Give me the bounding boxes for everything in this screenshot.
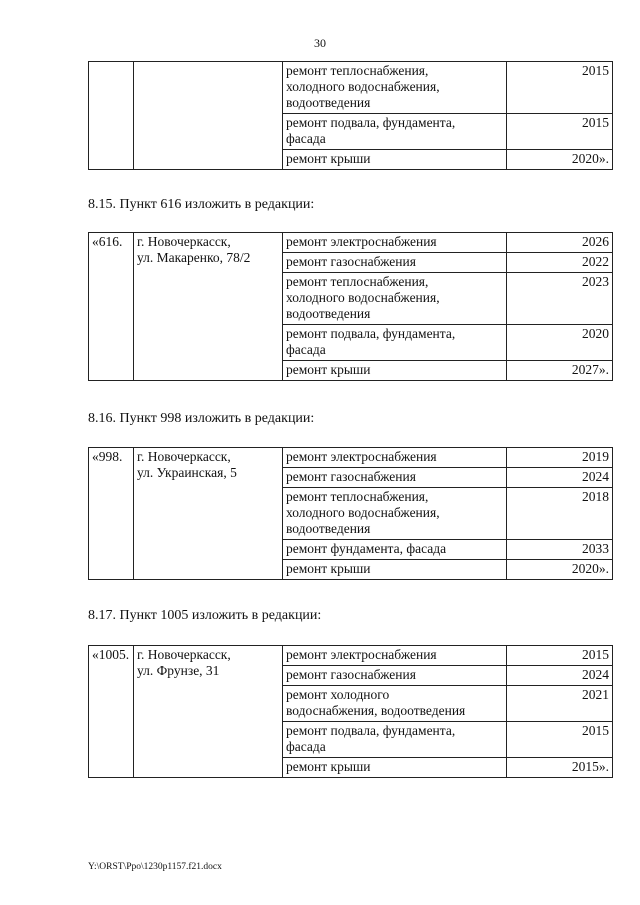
work-type-cell	[283, 325, 507, 361]
work-type-cell	[283, 722, 507, 758]
work-type-line: ремонт крыши	[286, 561, 371, 576]
table-row	[89, 646, 613, 666]
address-cell	[134, 62, 283, 170]
section-heading: 8.15. Пункт 616 изложить в редакции:	[88, 197, 315, 212]
address-line: г. Новочеркасск,	[137, 234, 231, 249]
work-type-cell	[283, 233, 507, 253]
work-type-cell	[283, 114, 507, 150]
work-type-line: ремонт теплоснабжения,	[286, 489, 429, 504]
work-type-cell	[283, 62, 507, 114]
year-cell: 2024	[507, 666, 613, 686]
work-type-line: холодного водоснабжения,	[286, 79, 440, 94]
work-type-line: фасада	[286, 342, 326, 357]
year-cell: 2027».	[507, 361, 613, 381]
work-type-line: ремонт электроснабжения	[286, 449, 437, 464]
address-cell	[134, 646, 283, 778]
year-cell: 2018	[507, 488, 613, 540]
work-type-cell	[283, 488, 507, 540]
year-cell: 2020».	[507, 560, 613, 580]
work-type-line: ремонт подвала, фундамента,	[286, 115, 456, 130]
work-type-line: водоотведения	[286, 95, 371, 110]
repair-schedule-table	[88, 447, 613, 580]
work-type-cell	[283, 646, 507, 666]
work-type-line: ремонт подвала, фундамента,	[286, 326, 456, 341]
work-type-line: ремонт фундамента, фасада	[286, 541, 447, 556]
address-line: г. Новочеркасск,	[137, 449, 231, 464]
address-line: ул. Макаренко, 78/2	[137, 250, 251, 265]
work-type-line: холодного водоснабжения,	[286, 290, 440, 305]
work-type-cell	[283, 758, 507, 778]
address-cell	[134, 233, 283, 381]
address-line: ул. Фрунзе, 31	[137, 663, 220, 678]
repair-schedule-table	[88, 61, 613, 170]
item-number	[89, 62, 134, 170]
table-row	[89, 233, 613, 253]
work-type-line: фасада	[286, 739, 326, 754]
work-type-line: ремонт электроснабжения	[286, 234, 437, 249]
year-cell: 2019	[507, 448, 613, 468]
year-cell: 2026	[507, 233, 613, 253]
work-type-cell	[283, 253, 507, 273]
work-type-cell	[283, 361, 507, 381]
year-cell: 2021	[507, 686, 613, 722]
work-type-line: ремонт крыши	[286, 362, 371, 377]
work-type-cell	[283, 540, 507, 560]
item-number: «998.	[89, 448, 134, 580]
work-type-line: ремонт крыши	[286, 151, 371, 166]
work-type-line: водоотведения	[286, 306, 371, 321]
work-type-line: ремонт холодного	[286, 687, 390, 702]
repair-schedule-table	[88, 645, 613, 778]
work-type-cell	[283, 468, 507, 488]
work-type-line: ремонт газоснабжения	[286, 254, 416, 269]
section-heading: 8.17. Пункт 1005 изложить в редакции:	[88, 608, 322, 623]
work-type-line: ремонт газоснабжения	[286, 469, 416, 484]
work-type-line: фасада	[286, 131, 326, 146]
work-type-cell	[283, 273, 507, 325]
table-row	[89, 62, 613, 114]
work-type-line: ремонт теплоснабжения,	[286, 274, 429, 289]
year-cell: 2020».	[507, 150, 613, 170]
page-number: 30	[314, 36, 326, 50]
work-type-line: ремонт крыши	[286, 759, 371, 774]
year-cell: 2015	[507, 646, 613, 666]
year-cell: 2022	[507, 253, 613, 273]
work-type-cell	[283, 666, 507, 686]
year-cell: 2033	[507, 540, 613, 560]
item-number: «1005.	[89, 646, 134, 778]
year-cell: 2015	[507, 114, 613, 150]
work-type-line: ремонт электроснабжения	[286, 647, 437, 662]
item-number: «616.	[89, 233, 134, 381]
work-type-cell	[283, 686, 507, 722]
work-type-cell	[283, 560, 507, 580]
work-type-line: холодного водоснабжения,	[286, 505, 440, 520]
work-type-line: ремонт теплоснабжения,	[286, 63, 429, 78]
year-cell: 2024	[507, 468, 613, 488]
work-type-cell	[283, 150, 507, 170]
work-type-line: ремонт газоснабжения	[286, 667, 416, 682]
address-line: г. Новочеркасск,	[137, 647, 231, 662]
year-cell: 2020	[507, 325, 613, 361]
work-type-line: водоотведения	[286, 521, 371, 536]
work-type-line: ремонт подвала, фундамента,	[286, 723, 456, 738]
file-path-footer: Y:\ORST\Ppo\1230p1157.f21.docx	[88, 862, 222, 872]
table-row	[89, 448, 613, 468]
work-type-line: водоснабжения, водоотведения	[286, 703, 466, 718]
year-cell: 2015	[507, 722, 613, 758]
year-cell: 2023	[507, 273, 613, 325]
work-type-cell	[283, 448, 507, 468]
year-cell: 2015	[507, 62, 613, 114]
address-cell	[134, 448, 283, 580]
repair-schedule-table	[88, 232, 613, 381]
section-heading: 8.16. Пункт 998 изложить в редакции:	[88, 411, 315, 426]
address-line: ул. Украинская, 5	[137, 465, 237, 480]
year-cell: 2015».	[507, 758, 613, 778]
